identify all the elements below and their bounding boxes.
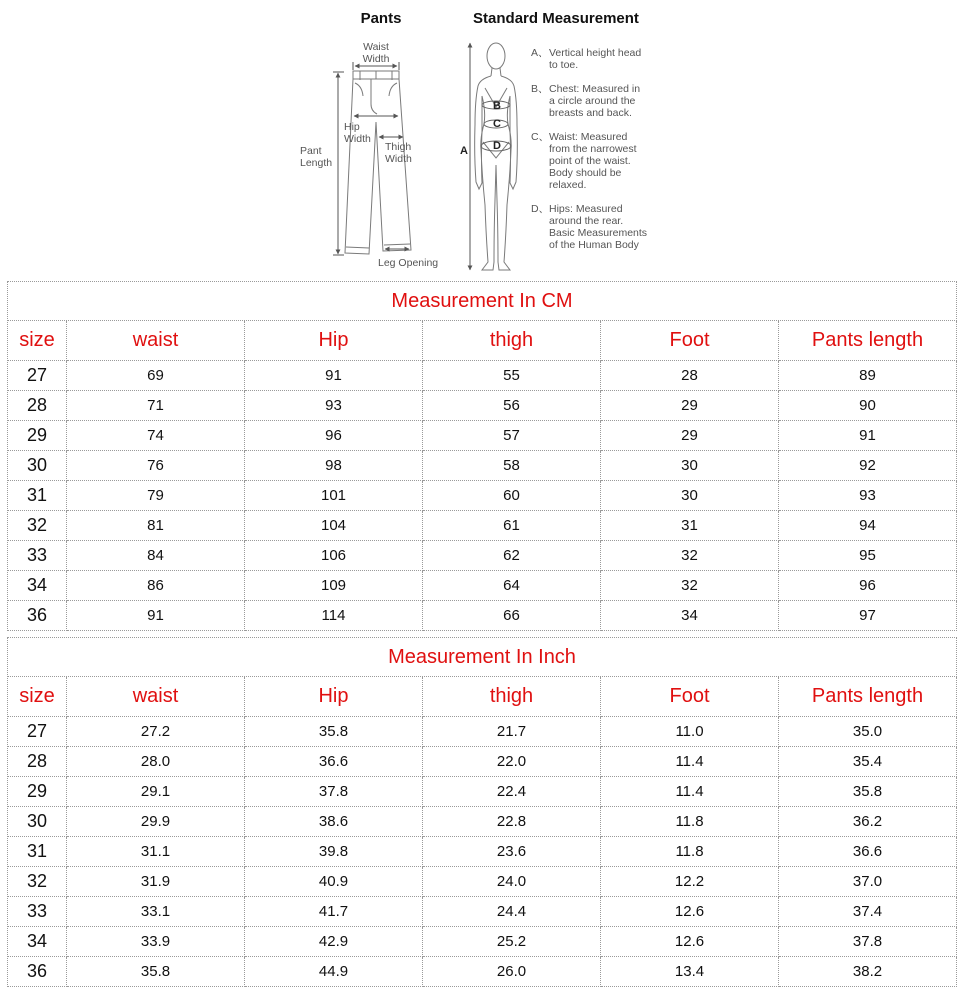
measurement-cell: 30 xyxy=(601,481,779,511)
table-row xyxy=(8,957,957,987)
size-cell: 30 xyxy=(8,807,67,837)
measurement-cell: 114 xyxy=(245,601,423,631)
measurement-cell: 98 xyxy=(245,451,423,481)
measurement-cell: 62 xyxy=(423,541,601,571)
column-header-thigh: thigh xyxy=(423,677,601,717)
measurement-cell: 29 xyxy=(601,391,779,421)
pants-hem xyxy=(346,244,410,248)
column-header-foot: Foot xyxy=(601,677,779,717)
measurement-cell: 38.2 xyxy=(779,957,957,987)
table-row xyxy=(8,807,957,837)
description-text: Vertical height head to toe. xyxy=(549,47,642,71)
table-row xyxy=(8,451,957,481)
description-a xyxy=(531,47,641,71)
measurement-cell: 96 xyxy=(245,421,423,451)
measurement-cell: 97 xyxy=(779,601,957,631)
waist-width-label: Waist Width xyxy=(362,41,390,65)
measurement-cell: 37.8 xyxy=(245,777,423,807)
column-header-pants-length: Pants length xyxy=(779,321,957,361)
measurement-cell: 66 xyxy=(423,601,601,631)
size-cell: 29 xyxy=(8,421,67,451)
table-row xyxy=(8,601,957,631)
measurement-cell: 71 xyxy=(67,391,245,421)
measurement-cell: 89 xyxy=(779,361,957,391)
description-letter: C、 xyxy=(531,131,549,143)
measurement-cell: 11.4 xyxy=(601,777,779,807)
measurement-cell: 91 xyxy=(67,601,245,631)
measurement-cell: 81 xyxy=(67,511,245,541)
measurement-cell: 93 xyxy=(779,481,957,511)
description-letter: A、 xyxy=(531,47,549,59)
size-cell: 34 xyxy=(8,927,67,957)
measurement-cell: 36.6 xyxy=(245,747,423,777)
thigh-width-label: Thigh Width xyxy=(385,141,412,165)
table-row xyxy=(8,391,957,421)
measurement-cell: 27.2 xyxy=(67,717,245,747)
measurement-cell: 11.4 xyxy=(601,747,779,777)
table-row xyxy=(8,361,957,391)
header-row xyxy=(8,677,957,717)
table-title: Measurement In CM xyxy=(8,282,957,321)
measurement-cell: 33.9 xyxy=(67,927,245,957)
marker-b: B xyxy=(493,100,501,112)
description-text: Hips: Measured around the rear. Basic Measurements of the Human Body xyxy=(549,203,648,251)
measurement-cell: 44.9 xyxy=(245,957,423,987)
marker-a: A xyxy=(460,145,468,157)
size-cell: 29 xyxy=(8,777,67,807)
description-c xyxy=(531,131,637,191)
hip-width-label: Hip Width xyxy=(344,121,371,145)
size-cell: 34 xyxy=(8,571,67,601)
column-header-hip: Hip xyxy=(245,321,423,361)
measurement-cell: 34 xyxy=(601,601,779,631)
measurement-cell: 29.9 xyxy=(67,807,245,837)
table-row xyxy=(8,717,957,747)
measurement-cell: 37.0 xyxy=(779,867,957,897)
size-cell: 36 xyxy=(8,601,67,631)
measurement-cell: 32 xyxy=(601,541,779,571)
marker-c: C xyxy=(493,118,501,130)
measurement-cell: 35.8 xyxy=(67,957,245,987)
column-header-waist: waist xyxy=(67,321,245,361)
pants-diagram-title: Pants xyxy=(360,10,402,27)
table-row xyxy=(8,747,957,777)
measurement-illustration xyxy=(0,0,962,280)
size-cell: 36 xyxy=(8,957,67,987)
header-row xyxy=(8,321,957,361)
measurement-cell: 76 xyxy=(67,451,245,481)
size-cell: 28 xyxy=(8,747,67,777)
size-cell: 32 xyxy=(8,867,67,897)
measurement-cell: 91 xyxy=(779,421,957,451)
figure-right-arm xyxy=(501,76,517,189)
measurement-cell: 29.1 xyxy=(67,777,245,807)
size-cell: 33 xyxy=(8,897,67,927)
measurement-cell: 12.6 xyxy=(601,927,779,957)
measurement-cell: 22.4 xyxy=(423,777,601,807)
measurement-cell: 28 xyxy=(601,361,779,391)
measurement-cell: 35.8 xyxy=(245,717,423,747)
table-row xyxy=(8,481,957,511)
measurement-cell: 30 xyxy=(601,451,779,481)
measurement-cell: 41.7 xyxy=(245,897,423,927)
measurement-cell: 57 xyxy=(423,421,601,451)
column-header-thigh: thigh xyxy=(423,321,601,361)
human-figure xyxy=(475,43,518,270)
cm-size-table xyxy=(7,281,957,631)
measurement-cell: 12.6 xyxy=(601,897,779,927)
measurement-cell: 24.4 xyxy=(423,897,601,927)
table-row xyxy=(8,927,957,957)
figure-head xyxy=(487,43,505,69)
column-header-hip: Hip xyxy=(245,677,423,717)
measurement-cell: 101 xyxy=(245,481,423,511)
measurement-cell: 95 xyxy=(779,541,957,571)
measurement-cell: 32 xyxy=(601,571,779,601)
description-text: Waist: Measured from the narrowest point of the waist. Body should be relaxed. xyxy=(549,131,637,191)
measurement-cell: 92 xyxy=(779,451,957,481)
measurement-cell: 94 xyxy=(779,511,957,541)
size-cell: 30 xyxy=(8,451,67,481)
measurement-cell: 25.2 xyxy=(423,927,601,957)
table-row xyxy=(8,837,957,867)
measurement-cell: 24.0 xyxy=(423,867,601,897)
size-cell: 28 xyxy=(8,391,67,421)
description-letter: B、 xyxy=(531,83,549,95)
measurement-cell: 91 xyxy=(245,361,423,391)
column-header-pants-length: Pants length xyxy=(779,677,957,717)
measurement-cell: 56 xyxy=(423,391,601,421)
measurement-cell: 58 xyxy=(423,451,601,481)
measurement-cell: 35.0 xyxy=(779,717,957,747)
measurement-cell: 60 xyxy=(423,481,601,511)
measurement-cell: 39.8 xyxy=(245,837,423,867)
measurement-cell: 109 xyxy=(245,571,423,601)
measurement-cell: 40.9 xyxy=(245,867,423,897)
inch-size-table xyxy=(7,637,957,987)
measurement-cell: 28.0 xyxy=(67,747,245,777)
size-cell: 33 xyxy=(8,541,67,571)
description-text: Chest: Measured in a circle around the breasts and back. xyxy=(549,83,641,119)
measurement-cell: 79 xyxy=(67,481,245,511)
figure-left-arm xyxy=(475,76,491,189)
measurement-cell: 55 xyxy=(423,361,601,391)
measurement-cell: 11.8 xyxy=(601,837,779,867)
measurement-cell: 64 xyxy=(423,571,601,601)
table-title: Measurement In Inch xyxy=(8,638,957,677)
measurement-cell: 69 xyxy=(67,361,245,391)
measurement-cell: 11.0 xyxy=(601,717,779,747)
pants-fly xyxy=(371,79,377,114)
standard-measurement-title: Standard Measurement xyxy=(473,10,639,27)
column-header-foot: Foot xyxy=(601,321,779,361)
marker-d: D xyxy=(493,140,501,152)
description-letter: D、 xyxy=(531,203,549,215)
size-cell: 31 xyxy=(8,481,67,511)
pant-length-label: Pant Length xyxy=(300,145,333,169)
measurement-cell: 42.9 xyxy=(245,927,423,957)
measurement-cell: 22.8 xyxy=(423,807,601,837)
measurement-cell: 26.0 xyxy=(423,957,601,987)
size-cell: 32 xyxy=(8,511,67,541)
size-cell: 27 xyxy=(8,361,67,391)
measurement-cell: 12.2 xyxy=(601,867,779,897)
measurement-cell: 90 xyxy=(779,391,957,421)
table-row xyxy=(8,897,957,927)
measurement-cell: 38.6 xyxy=(245,807,423,837)
measurement-cell: 29 xyxy=(601,421,779,451)
measurement-cell: 74 xyxy=(67,421,245,451)
table-row xyxy=(8,777,957,807)
table-row xyxy=(8,421,957,451)
column-header-waist: waist xyxy=(67,677,245,717)
pants-pockets xyxy=(355,83,397,96)
column-header-size: size xyxy=(8,321,67,361)
size-cell: 27 xyxy=(8,717,67,747)
column-header-size: size xyxy=(8,677,67,717)
measurement-cell: 33.1 xyxy=(67,897,245,927)
table-row xyxy=(8,571,957,601)
measurement-cell: 84 xyxy=(67,541,245,571)
description-d xyxy=(531,203,647,251)
measurement-cell: 31 xyxy=(601,511,779,541)
measurement-cell: 36.6 xyxy=(779,837,957,867)
measurement-cell: 96 xyxy=(779,571,957,601)
table-row xyxy=(8,511,957,541)
pants-outline xyxy=(345,79,411,254)
measurement-cell: 11.8 xyxy=(601,807,779,837)
measurement-cell: 31.1 xyxy=(67,837,245,867)
measurement-cell: 36.2 xyxy=(779,807,957,837)
measurement-cell: 31.9 xyxy=(67,867,245,897)
measurement-cell: 106 xyxy=(245,541,423,571)
leg-opening-label: Leg Opening xyxy=(378,257,439,269)
table-row xyxy=(8,541,957,571)
measurement-cell: 22.0 xyxy=(423,747,601,777)
description-b xyxy=(531,83,640,119)
measurement-cell: 13.4 xyxy=(601,957,779,987)
measurement-cell: 35.4 xyxy=(779,747,957,777)
measurement-cell: 61 xyxy=(423,511,601,541)
size-cell: 31 xyxy=(8,837,67,867)
measurement-cell: 104 xyxy=(245,511,423,541)
measurement-cell: 21.7 xyxy=(423,717,601,747)
measurement-cell: 35.8 xyxy=(779,777,957,807)
measurement-cell: 37.8 xyxy=(779,927,957,957)
measurement-cell: 93 xyxy=(245,391,423,421)
measurement-cell: 23.6 xyxy=(423,837,601,867)
measurement-cell: 86 xyxy=(67,571,245,601)
table-row xyxy=(8,867,957,897)
measurement-cell: 37.4 xyxy=(779,897,957,927)
